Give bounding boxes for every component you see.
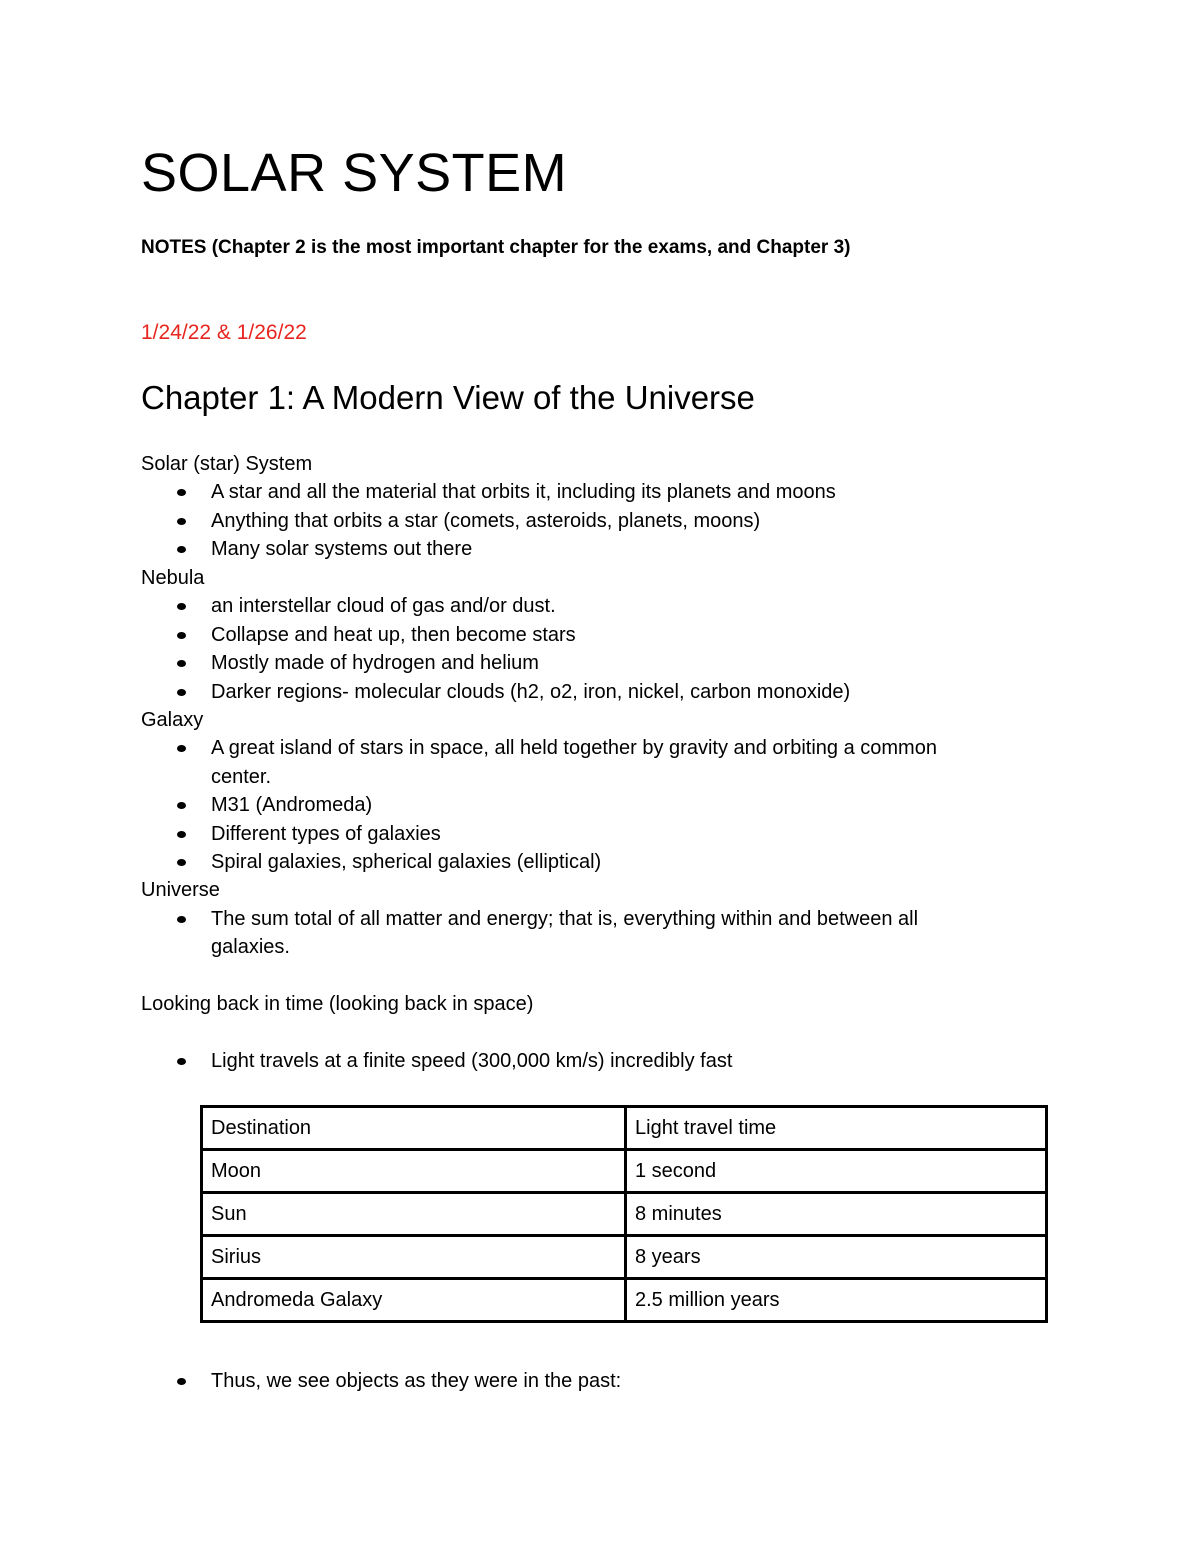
page-title: SOLAR SYSTEM [141, 143, 568, 203]
bullet-dot [177, 745, 186, 752]
table-header-row [202, 1107, 1047, 1150]
notes-heading: NOTES (Chapter 2 is the most important chapter for the exams, and Chapter 3) [141, 237, 851, 258]
list-item: an interstellar cloud of gas and/or dust. [211, 595, 556, 617]
bullet-dot [177, 916, 186, 923]
list-item-continuation: center. [211, 766, 272, 788]
term-universe: Universe [141, 879, 220, 901]
list-item: Collapse and heat up, then become stars [211, 624, 576, 646]
bullet-dot [177, 660, 186, 667]
looking-back-heading: Looking back in time (looking back in space) [141, 993, 534, 1015]
term-nebula: Nebula [141, 567, 205, 589]
table-row [202, 1193, 1047, 1236]
table-row [202, 1279, 1047, 1322]
bullet-dot [177, 489, 186, 496]
bullet-dot [177, 802, 186, 809]
list-item: Different types of galaxies [211, 823, 441, 845]
bullet-dot [177, 831, 186, 838]
bullet-dot [177, 689, 186, 696]
list-item: A star and all the material that orbits it, including its planets and moons [211, 481, 836, 503]
table-cell: Sun [202, 1193, 626, 1236]
table-header-cell: Destination [202, 1107, 626, 1150]
light-travel-table [200, 1105, 1048, 1323]
list-item: Anything that orbits a star (comets, asteroids, planets, moons) [211, 510, 761, 532]
list-item: M31 (Andromeda) [211, 794, 373, 816]
list-item: Darker regions- molecular clouds (h2, o2, iron, nickel, carbon monoxide) [211, 681, 851, 703]
table-header-cell: Light travel time [626, 1107, 1047, 1150]
lecture-date: 1/24/22 & 1/26/22 [141, 321, 307, 344]
list-item: Many solar systems out there [211, 538, 473, 560]
table-cell: 8 years [626, 1236, 1047, 1279]
bullet-dot [177, 632, 186, 639]
bullet-dot [177, 1378, 186, 1385]
table-cell: 1 second [626, 1150, 1047, 1193]
table-cell: Andromeda Galaxy [202, 1279, 626, 1322]
table-cell: Moon [202, 1150, 626, 1193]
list-item: The sum total of all matter and energy; that is, everything within and between all [211, 908, 919, 930]
table-cell: 2.5 million years [626, 1279, 1047, 1322]
bullet-dot [177, 859, 186, 866]
term-solar-system: Solar (star) System [141, 453, 313, 475]
table-row [202, 1236, 1047, 1279]
term-galaxy: Galaxy [141, 709, 204, 731]
table-cell: 8 minutes [626, 1193, 1047, 1236]
chapter-heading: Chapter 1: A Modern View of the Universe [141, 379, 755, 416]
table-row [202, 1150, 1047, 1193]
bullet-dot [177, 518, 186, 525]
list-item: Spiral galaxies, spherical galaxies (elliptical) [211, 851, 602, 873]
list-item: A great island of stars in space, all held together by gravity and orbiting a common [211, 737, 937, 759]
list-item: Light travels at a finite speed (300,000 km/s) incredibly fast [211, 1050, 733, 1072]
bullet-dot [177, 1058, 186, 1065]
list-item-continuation: galaxies. [211, 936, 290, 958]
list-item: Thus, we see objects as they were in the past: [211, 1370, 622, 1392]
bullet-dot [177, 603, 186, 610]
table-cell: Sirius [202, 1236, 626, 1279]
list-item: Mostly made of hydrogen and helium [211, 652, 539, 674]
bullet-dot [177, 546, 186, 553]
